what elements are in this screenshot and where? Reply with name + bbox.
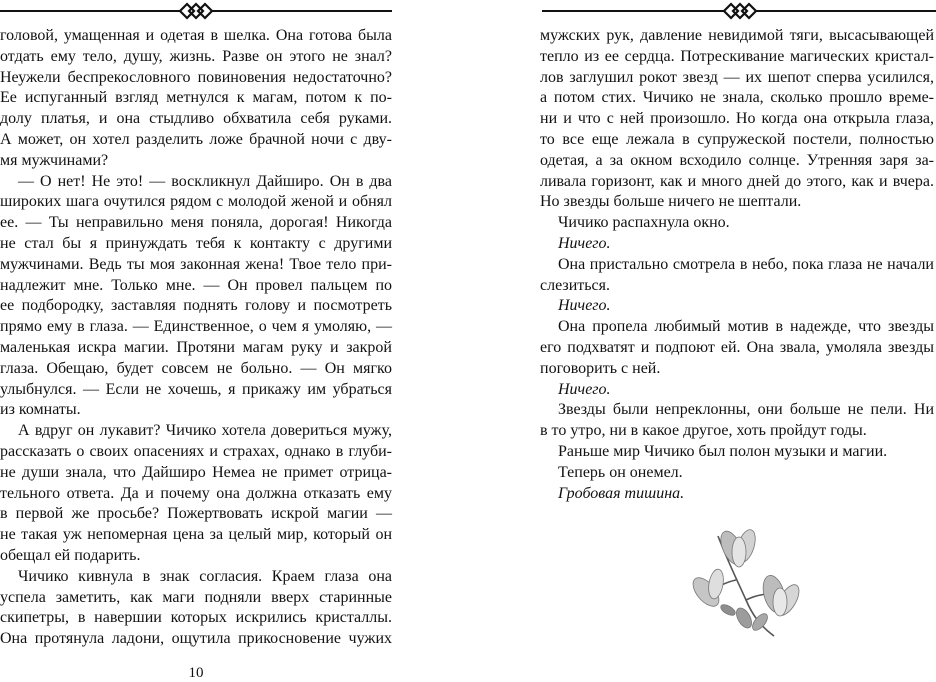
text-line: обещал ей подарить. (0, 546, 141, 564)
text-line: широких шага очутился рядом с молодой женой и обнял (0, 193, 392, 211)
text-line: Теперь он онемел. (558, 463, 683, 481)
page-number: 10 (188, 665, 204, 681)
text-line: Она протянула ладони, ощутила прикосновение чужих (0, 630, 392, 648)
text-line: рассказать о своих опасениях и страхах, однако в глуби- (0, 442, 392, 460)
text-line: тельного ответа. Да и почему она должна отказать ему (0, 484, 392, 502)
text-line: ливала горизонт, как и много дней до этого, как и вчера. (540, 172, 934, 190)
text-line: прямо ему в глаза. — Единственное, о чем я умоляю, — (0, 318, 392, 336)
text-line: мужских рук, давление невидимой тяги, высасывающей (540, 27, 934, 44)
text-line: маленькая искра магии. Протяни магам руку и закрой (0, 338, 392, 356)
text-line: А вдруг он лукавит? Чичико хотела довериться мужу, (18, 422, 392, 440)
text-line: головой, умащенная и одетая в шелка. Она готова была (0, 27, 392, 44)
text-line: успела заметить, как маги подняли вверх старинные (0, 588, 392, 606)
text-line: лов заглушил рокот звезд — их шепот сперва усилился, (540, 68, 934, 86)
text-line: Чичико распахнула окно. (558, 214, 730, 232)
text-line: улыбнулся. — Если не хочешь, я прикажу им убраться (0, 380, 392, 398)
text-line: ее подбородку, заставляя поднять голову и посмотреть (0, 297, 392, 315)
text-line: Ничего. (558, 380, 611, 398)
text-line: Ничего. (558, 234, 611, 252)
text-line: Раньше мир Чичико был полон музыки и магии. (558, 442, 888, 460)
right-page (540, 0, 936, 682)
text-line: Неужели беспрекословного повиновения недостаточно? (0, 68, 392, 86)
text-line: скипетры, в навершии которых искрились кристаллы. (0, 609, 392, 627)
text-line: надлежит мне. Только мне. — Он провел пальцем по (0, 276, 392, 294)
text-line: ее. — Ты неправильно меня поняла, дорогая! Никогда (0, 214, 392, 232)
text-line: глаза. Обещаю, будет совсем не больно. — Он мягко (0, 359, 392, 377)
text-line: не стал бы я принуждать тебя к контакту с другими (0, 234, 392, 252)
text-line: тепло из ее сердца. Потрескивание магических кристал- (540, 47, 934, 65)
left-page (0, 0, 400, 682)
text-line: Чичико кивнула в знак согласия. Краем глаза она (18, 567, 392, 585)
text-line: одетая, а за окном всходило солнце. Утренняя заря за- (540, 151, 934, 169)
text-line: ни и что с ней произошло. Но когда она открыла глаза, (540, 110, 934, 128)
text-line: мя мужчинами? (0, 151, 109, 169)
text-line: Ее испуганный взгляд метнулся к магам, потом к по- (0, 89, 392, 107)
text-line: его подхватят и подпоют ей. Она звала, умоляла звезды (540, 338, 934, 356)
right-body-text (540, 26, 934, 504)
diamond-knot-icon (542, 0, 936, 22)
text-line: Она пристально смотрела в небо, пока глаза не начали (558, 255, 934, 273)
left-body-text (0, 26, 392, 650)
text-line: из комнаты. (0, 401, 81, 419)
text-line: мужчинами. Ведь ты моя законная жена! Твое тело при- (0, 255, 392, 273)
header-ornament (0, 0, 392, 22)
text-line: не души знала, что Дайширо Немеа не примет отрица- (0, 463, 392, 481)
diamond-knot-icon (0, 0, 392, 22)
magnolia-branch-icon (688, 522, 808, 640)
header-ornament (542, 0, 936, 22)
text-line: — О нет! Не это! — воскликнул Дайширо. Он в два (18, 172, 392, 190)
text-line: А может, он хотел разделить ложе брачной ночи с дву- (0, 130, 392, 148)
text-line: не такая уж непомерная цена за целый мир, который он (0, 526, 392, 544)
text-line: слезиться. (540, 276, 611, 294)
text-line: то все еще лежала в супружеской постели, полностью (540, 130, 934, 148)
text-line: Но звезды больше ничего не шептали. (540, 193, 802, 211)
text-line: Она пропела любимый мотив в надежде, что звезды (558, 318, 934, 336)
text-line: Гробовая тишина. (558, 484, 685, 502)
text-line: отдать ему тело, душу, жизнь. Разве он этого не знал? (0, 47, 392, 65)
text-line: поговорить с ней. (540, 359, 661, 377)
text-line: в первой же просьбе? Пожертвовать искрой магии — (0, 505, 392, 523)
text-line: а потом стих. Чичико не знала, сколько прошло време- (540, 89, 934, 107)
text-line: Звезды были непреклонны, они больше не пели. Ни (558, 401, 934, 419)
text-line: в то утро, ни в какое другое, хоть пройдут годы. (540, 422, 867, 440)
text-line: Ничего. (558, 297, 611, 315)
text-line: долу платья, и она стыдливо обхватила себя руками. (0, 110, 392, 128)
